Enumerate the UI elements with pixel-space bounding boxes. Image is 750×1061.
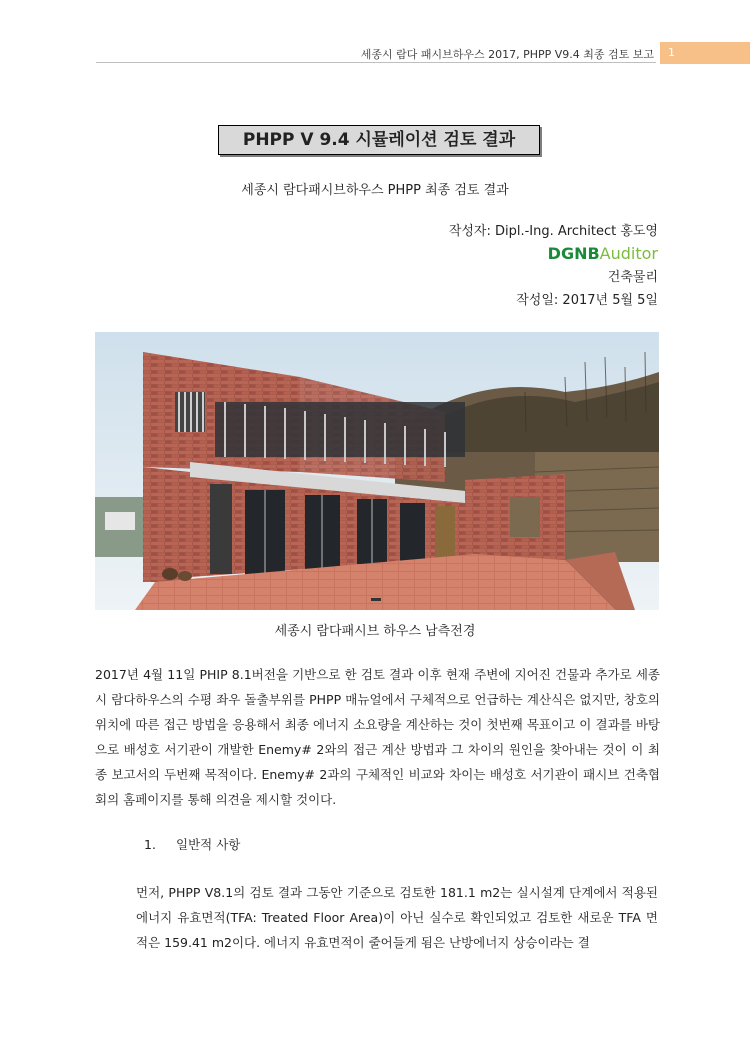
section-heading <box>144 835 240 853</box>
house-photo <box>95 332 659 610</box>
running-header <box>0 42 750 64</box>
section-paragraph: 먼저, PHPP V8.1의 검토 결과 그동안 기준으로 검토한 181.1 m2는 실시설계 단계에서 적용된 에너지 유효면적(TFA: Treated Floor Area)이 아닌 실수로 확인되었고 검토한 새로운 TFA 면적은 159.41 m2이다. 에너지 유효면적이 줄어들게 됨은 난방에너지 상승이라는 결 <box>136 885 658 950</box>
page-number-tab <box>660 42 750 64</box>
page-number: 1 <box>668 46 675 59</box>
page-title: PHPP V 9.4 시뮬레이션 검토 결과 <box>218 125 540 155</box>
photo-caption: 세종시 람다패시브 하우스 남측전경 <box>274 624 476 639</box>
running-title: 세종시 람다 패시브하우스 2017, PHPP V9.4 최종 검토 보고 <box>360 48 654 61</box>
author-name: 작성자: Dipl.-Ing. Architect 홍도영 <box>448 224 658 239</box>
intro-paragraph: 2017년 4월 11일 PHIP 8.1버전을 기반으로 한 검토 결과 이후 현재 주변에 지어진 건물과 추가로 세종시 람다하우스의 수평 좌우 돌출부위를 PHPP 매뉴얼에서 구체적으로 언급하는 계산식은 없지만, 창호의 위치에 따른 접근 방법을 응용해서 최종 에너지 소요량을 계산하는 것이 첫번째 목표이고 이 결과를 바탕으로 배성호 서기관이 개발한 Enemy# 2와의 접근 계산 방법과 그 차이의 원인을 찾아내는 것이 이 최종 보고서의 두번째 목적이다. Enemy# 2과의 구체적인 비교와 차이는 배성호 서기관이 패시브 건축협회의 홈페이지를 통해 의견을 제시할 것이다. <box>95 667 660 807</box>
header-divider <box>96 62 656 63</box>
author-date: 작성일: 2017년 5월 5일 <box>516 293 658 308</box>
author-field: 건축물리 <box>607 270 658 285</box>
section-title: 일반적 사항 <box>176 837 241 852</box>
page-subtitle: 세종시 람다패시브하우스 PHPP 최종 검토 결과 <box>241 183 509 198</box>
section-number: 1. <box>144 837 156 852</box>
dgnb-auditor-logo: DGNBAuditor <box>547 244 658 263</box>
author-block <box>449 220 658 312</box>
